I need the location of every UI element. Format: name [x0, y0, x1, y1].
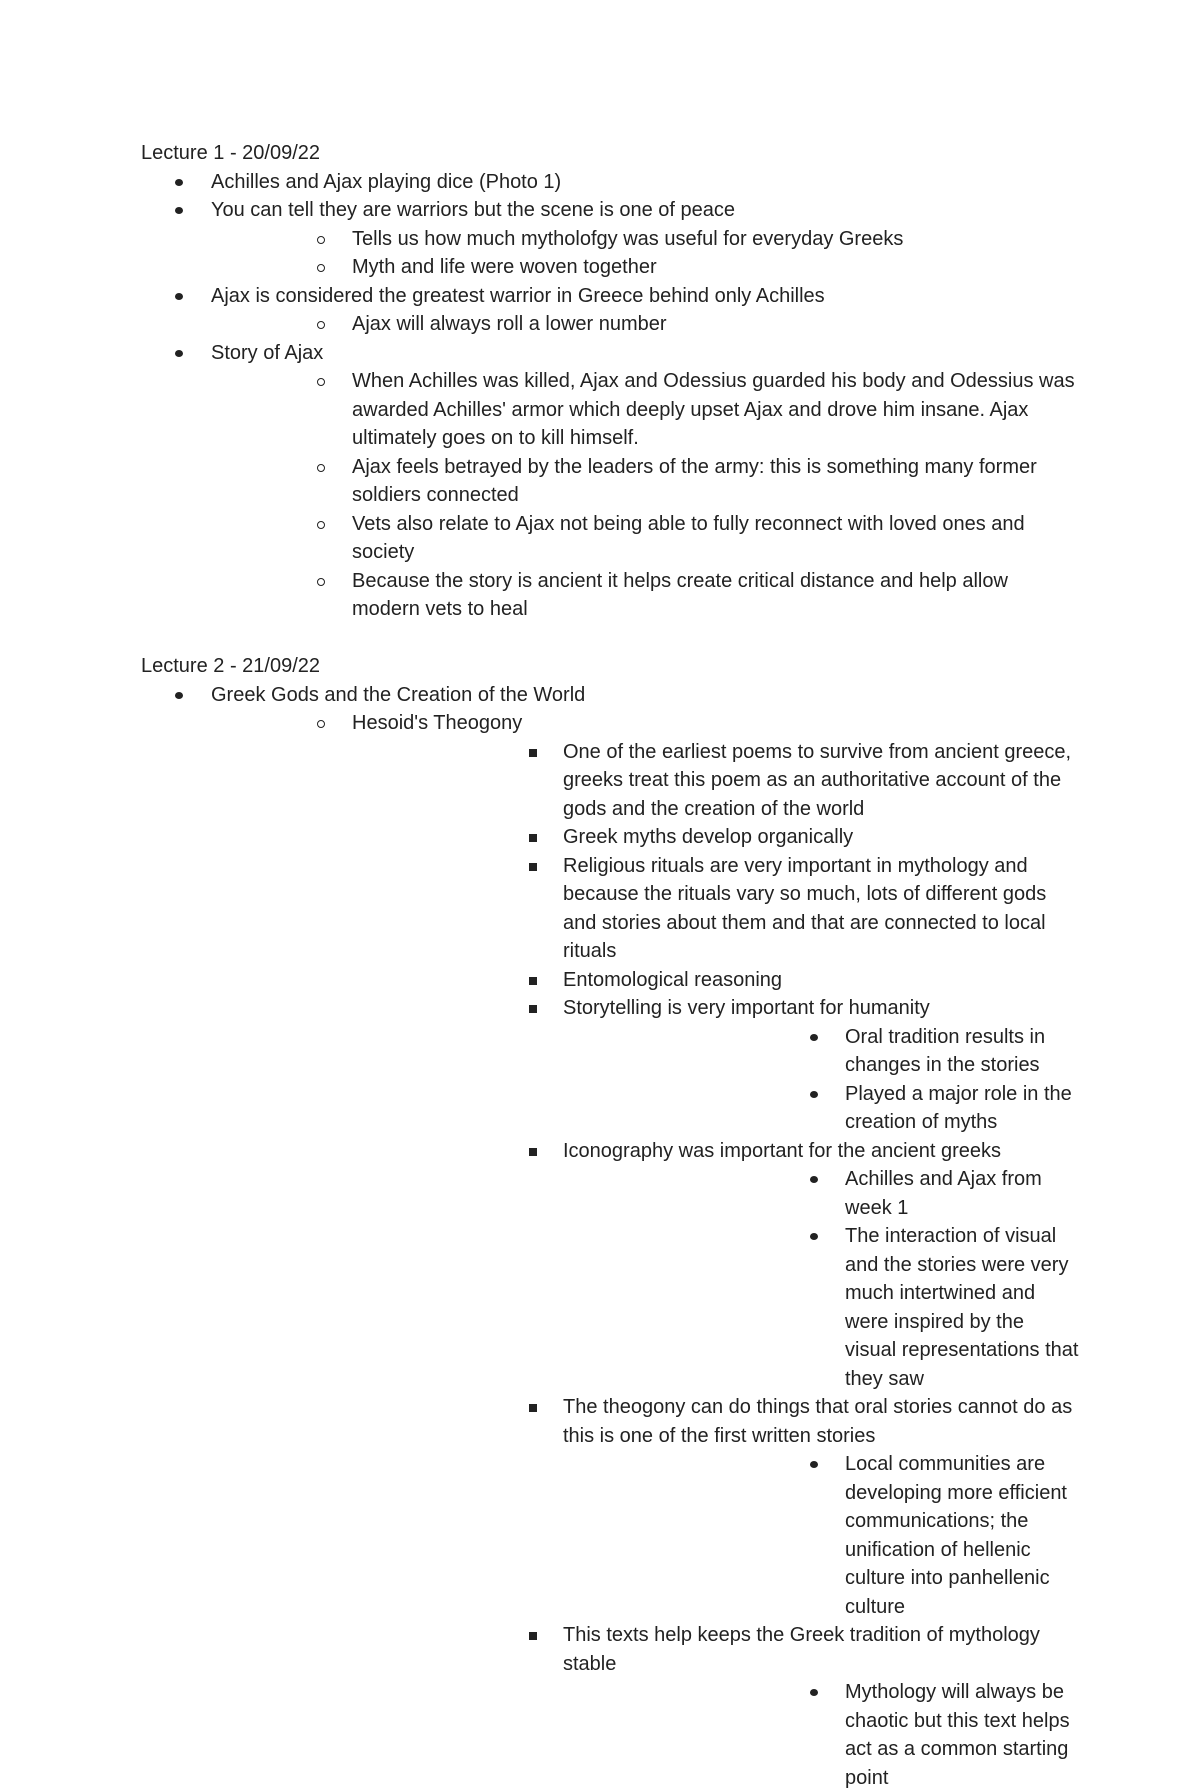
- list-item: [352, 966, 1080, 995]
- list-item: [211, 225, 1080, 254]
- list-item: [563, 1678, 1080, 1792]
- sub-bullet-list: [563, 1165, 1080, 1393]
- list-item-text: Greek Gods and the Creation of the World: [211, 681, 1080, 710]
- list-item-text: When Achilles was killed, Ajax and Odessius guarded his body and Odessius was awarded Achilles' armor which deeply upset Ajax and drove him insane. Ajax ultimately goes on to kill himself.: [352, 367, 1080, 453]
- list-item: [141, 681, 1080, 1792]
- list-item-text: You can tell they are warriors but the scene is one of peace: [211, 196, 1080, 225]
- list-item-text: Iconography was important for the ancient greeks: [563, 1137, 1080, 1166]
- list-item-text: Storytelling is very important for humanity: [563, 994, 1080, 1023]
- list-item-text: The interaction of visual and the stories were very much intertwined and were inspired by the visual representations that they saw: [845, 1222, 1080, 1393]
- list-item: [211, 567, 1080, 624]
- list-item-text: Oral tradition results in changes in the stories: [845, 1023, 1080, 1080]
- list-item: [352, 852, 1080, 966]
- list-item-text: Ajax feels betrayed by the leaders of the army: this is something many former soldiers connected: [352, 453, 1080, 510]
- sub-bullet-list: [211, 709, 1080, 1792]
- list-item: [352, 1137, 1080, 1394]
- list-item-text: Vets also relate to Ajax not being able to fully reconnect with loved ones and society: [352, 510, 1080, 567]
- list-item: [352, 1393, 1080, 1621]
- sub-bullet-list: [563, 1023, 1080, 1137]
- lecture-heading: Lecture 2 - 21/09/22: [141, 652, 1080, 681]
- list-item: [211, 253, 1080, 282]
- list-item: [141, 282, 1080, 339]
- bullet-list: [141, 168, 1080, 624]
- list-item: [352, 738, 1080, 824]
- list-item-text: Hesoid's Theogony: [352, 709, 1080, 738]
- list-item: [563, 1023, 1080, 1080]
- list-item: [563, 1450, 1080, 1621]
- sub-bullet-list: [211, 367, 1080, 624]
- list-item-text: This texts help keeps the Greek tradition of mythology stable: [563, 1621, 1080, 1678]
- sub-bullet-list: [211, 225, 1080, 282]
- list-item-text: Entomological reasoning: [563, 966, 1080, 995]
- list-item-text: The theogony can do things that oral stories cannot do as this is one of the first written stories: [563, 1393, 1080, 1450]
- list-item: [211, 310, 1080, 339]
- list-item-text: Myth and life were woven together: [352, 253, 1080, 282]
- sub-bullet-list: [352, 738, 1080, 1792]
- sub-bullet-list: [211, 310, 1080, 339]
- list-item: [211, 709, 1080, 1792]
- sub-bullet-list: [563, 1678, 1080, 1792]
- list-item: [211, 367, 1080, 453]
- list-item: [352, 823, 1080, 852]
- list-item: [352, 994, 1080, 1137]
- lecture-1: [141, 139, 1080, 624]
- list-item-text: Tells us how much mytholofgy was useful for everyday Greeks: [352, 225, 1080, 254]
- list-item: [563, 1222, 1080, 1393]
- list-item-text: Ajax is considered the greatest warrior in Greece behind only Achilles: [211, 282, 1080, 311]
- list-item-text: Ajax will always roll a lower number: [352, 310, 1080, 339]
- sub-bullet-list: [563, 1450, 1080, 1621]
- lecture-2: [141, 652, 1080, 1792]
- list-item: [563, 1165, 1080, 1222]
- list-item-text: Played a major role in the creation of myths: [845, 1080, 1080, 1137]
- list-item-text: Because the story is ancient it helps create critical distance and help allow modern vets to heal: [352, 567, 1080, 624]
- list-item: [563, 1080, 1080, 1137]
- bullet-list: [141, 681, 1080, 1792]
- list-item-text: Story of Ajax: [211, 339, 1080, 368]
- list-item-text: One of the earliest poems to survive from ancient greece, greeks treat this poem as an authoritative account of the gods and the creation of the world: [563, 738, 1080, 824]
- list-item-text: Achilles and Ajax from week 1: [845, 1165, 1080, 1222]
- lecture-heading: Lecture 1 - 20/09/22: [141, 139, 1080, 168]
- list-item-text: Greek myths develop organically: [563, 823, 1080, 852]
- list-item-text: Religious rituals are very important in mythology and because the rituals vary so much, lots of different gods and stories about them and that are connected to local rituals: [563, 852, 1080, 966]
- list-item-text: Mythology will always be chaotic but this text helps act as a common starting point: [845, 1678, 1080, 1792]
- list-item-text: Local communities are developing more efficient communications; the unification of hellenic culture into panhellenic culture: [845, 1450, 1080, 1621]
- list-item: [141, 168, 1080, 197]
- list-item: [211, 510, 1080, 567]
- list-item-text: Achilles and Ajax playing dice (Photo 1): [211, 168, 1080, 197]
- list-item: [141, 196, 1080, 282]
- list-item: [141, 339, 1080, 624]
- list-item: [352, 1621, 1080, 1792]
- list-item: [211, 453, 1080, 510]
